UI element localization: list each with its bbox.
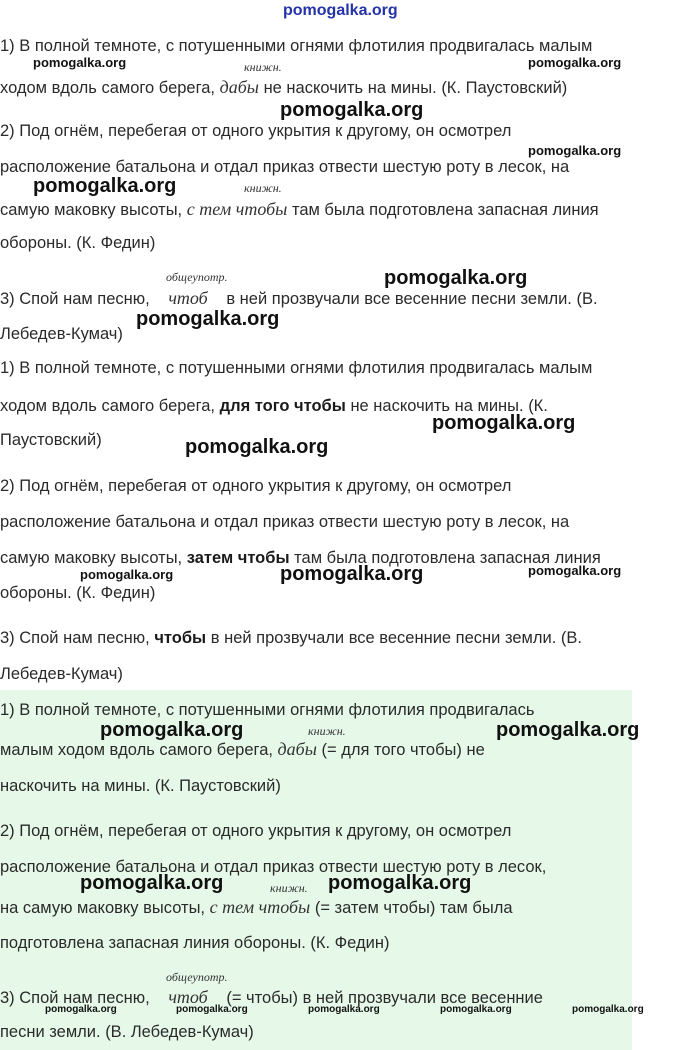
b2-s1-line1: 1) В полной темноте, с потушенными огнями флотилия продвигалась малым <box>0 359 593 377</box>
b1-s2-line3: самую маковку высоты, с тем чтобы там была подготовлена запасная линия <box>0 199 599 219</box>
watermark: pomogalka.org <box>308 1004 380 1015</box>
watermark: pomogalka.org <box>33 175 177 197</box>
b1-s2-line2: расположение батальона и отдал приказ отвести шестую роту в лесок, на <box>0 158 570 176</box>
watermark: pomogalka.org <box>136 308 280 330</box>
note-common: общеупотр. <box>166 270 228 284</box>
b2-s1-line3: Паустовский) <box>0 431 102 449</box>
watermark: pomogalka.org <box>33 55 127 70</box>
b2-s3-line1: 3) Спой нам песню, чтобы в ней прозвучали все весенние песни земли. (В. <box>0 629 582 647</box>
b3-s1-line2: малым ходом вдоль самого берега, дабы (= для того чтобы) не <box>0 739 485 759</box>
b2-s2-line1: 2) Под огнём, перебегая от одного укрытия к другому, он осмотрел <box>0 477 512 495</box>
watermark: pomogalka.org <box>528 143 622 158</box>
b2-s3-bold: чтобы <box>154 629 207 647</box>
top-watermark: pomogalka.org <box>283 2 398 19</box>
b3-s2-line1: 2) Под огнём, перебегая от одного укрытия к другому, он осмотрел <box>0 822 512 840</box>
b1-s3-line1: 3) Спой нам песню, чтоб в ней прозвучали все весенние песни земли. (В. <box>0 288 598 308</box>
b3-s2-word: с тем чтобы <box>209 897 311 917</box>
b3-s1-line3: наскочить на мины. (К. Паустовский) <box>0 777 281 795</box>
b2-s1-line2: ходом вдоль самого берега, для того чтобы не наскочить на мины. (К. <box>0 397 548 415</box>
b1-s1-line2: ходом вдоль самого берега, дабы не наскочить на мины. (К. Паустовский) <box>0 77 568 97</box>
b2-s2-line4: обороны. (К. Федин) <box>0 584 156 602</box>
watermark: pomogalka.org <box>280 563 424 585</box>
watermark: pomogalka.org <box>80 567 174 582</box>
b1-s2-word: с тем чтобы <box>186 199 288 219</box>
watermark: pomogalka.org <box>572 1004 644 1015</box>
b3-s2-line2: расположение батальона и отдал приказ отвести шестую роту в лесок, <box>0 858 547 876</box>
b3-s3-line2: песни земли. (В. Лебедев-Кумач) <box>0 1023 254 1041</box>
watermark: pomogalka.org <box>432 412 576 434</box>
note-book: книжн. <box>244 60 282 74</box>
b2-s1-bold: для того чтобы <box>219 397 346 415</box>
b2-s3-line2: Лебедев-Кумач) <box>0 665 123 683</box>
watermark: pomogalka.org <box>100 719 244 741</box>
watermark: pomogalka.org <box>280 99 424 121</box>
b1-s1-word: дабы <box>219 77 259 97</box>
watermark: pomogalka.org <box>528 563 622 578</box>
b3-s1-word: дабы <box>277 739 317 759</box>
b2-s2-line2: расположение батальона и отдал приказ отвести шестую роту в лесок, на <box>0 513 570 531</box>
watermark: pomogalka.org <box>384 267 528 289</box>
note-book: книжн. <box>244 181 282 195</box>
b1-s2-line4: обороны. (К. Федин) <box>0 234 156 252</box>
b3-s3-word: чтоб <box>168 987 208 1007</box>
b1-s2-line1: 2) Под огнём, перебегая от одного укрытия к другому, он осмотрел <box>0 122 512 140</box>
note-book: книжн. <box>270 881 308 895</box>
watermark: pomogalka.org <box>80 872 224 894</box>
b1-s3-line2: Лебедев-Кумач) <box>0 325 123 343</box>
b3-s1-line1: 1) В полной темноте, с потушенными огнями флотилия продвигалась <box>0 701 535 719</box>
watermark: pomogalka.org <box>528 55 622 70</box>
watermark: pomogalka.org <box>440 1004 512 1015</box>
note-book: книжн. <box>308 724 346 738</box>
b2-s2-bold: затем чтобы <box>186 549 290 567</box>
b3-s3-line1: 3) Спой нам песню, чтоб (= чтобы) в ней прозвучали все весенние <box>0 987 543 1007</box>
b3-s2-line3: на самую маковку высоты, с тем чтобы (= затем чтобы) там была <box>0 897 513 917</box>
note-common: общеупотр. <box>166 970 228 984</box>
b1-s1-line1: 1) В полной темноте, с потушенными огнями флотилия продвигалась малым <box>0 37 593 55</box>
watermark: pomogalka.org <box>176 1004 248 1015</box>
watermark: pomogalka.org <box>45 1004 117 1015</box>
b1-s3-word: чтоб <box>168 288 208 308</box>
watermark: pomogalka.org <box>496 719 640 741</box>
watermark: pomogalka.org <box>328 872 472 894</box>
watermark: pomogalka.org <box>185 436 329 458</box>
b3-s2-line4: подготовлена запасная линия обороны. (К. Федин) <box>0 934 390 952</box>
b2-s2-line3: самую маковку высоты, затем чтобы там была подготовлена запасная линия <box>0 549 601 567</box>
